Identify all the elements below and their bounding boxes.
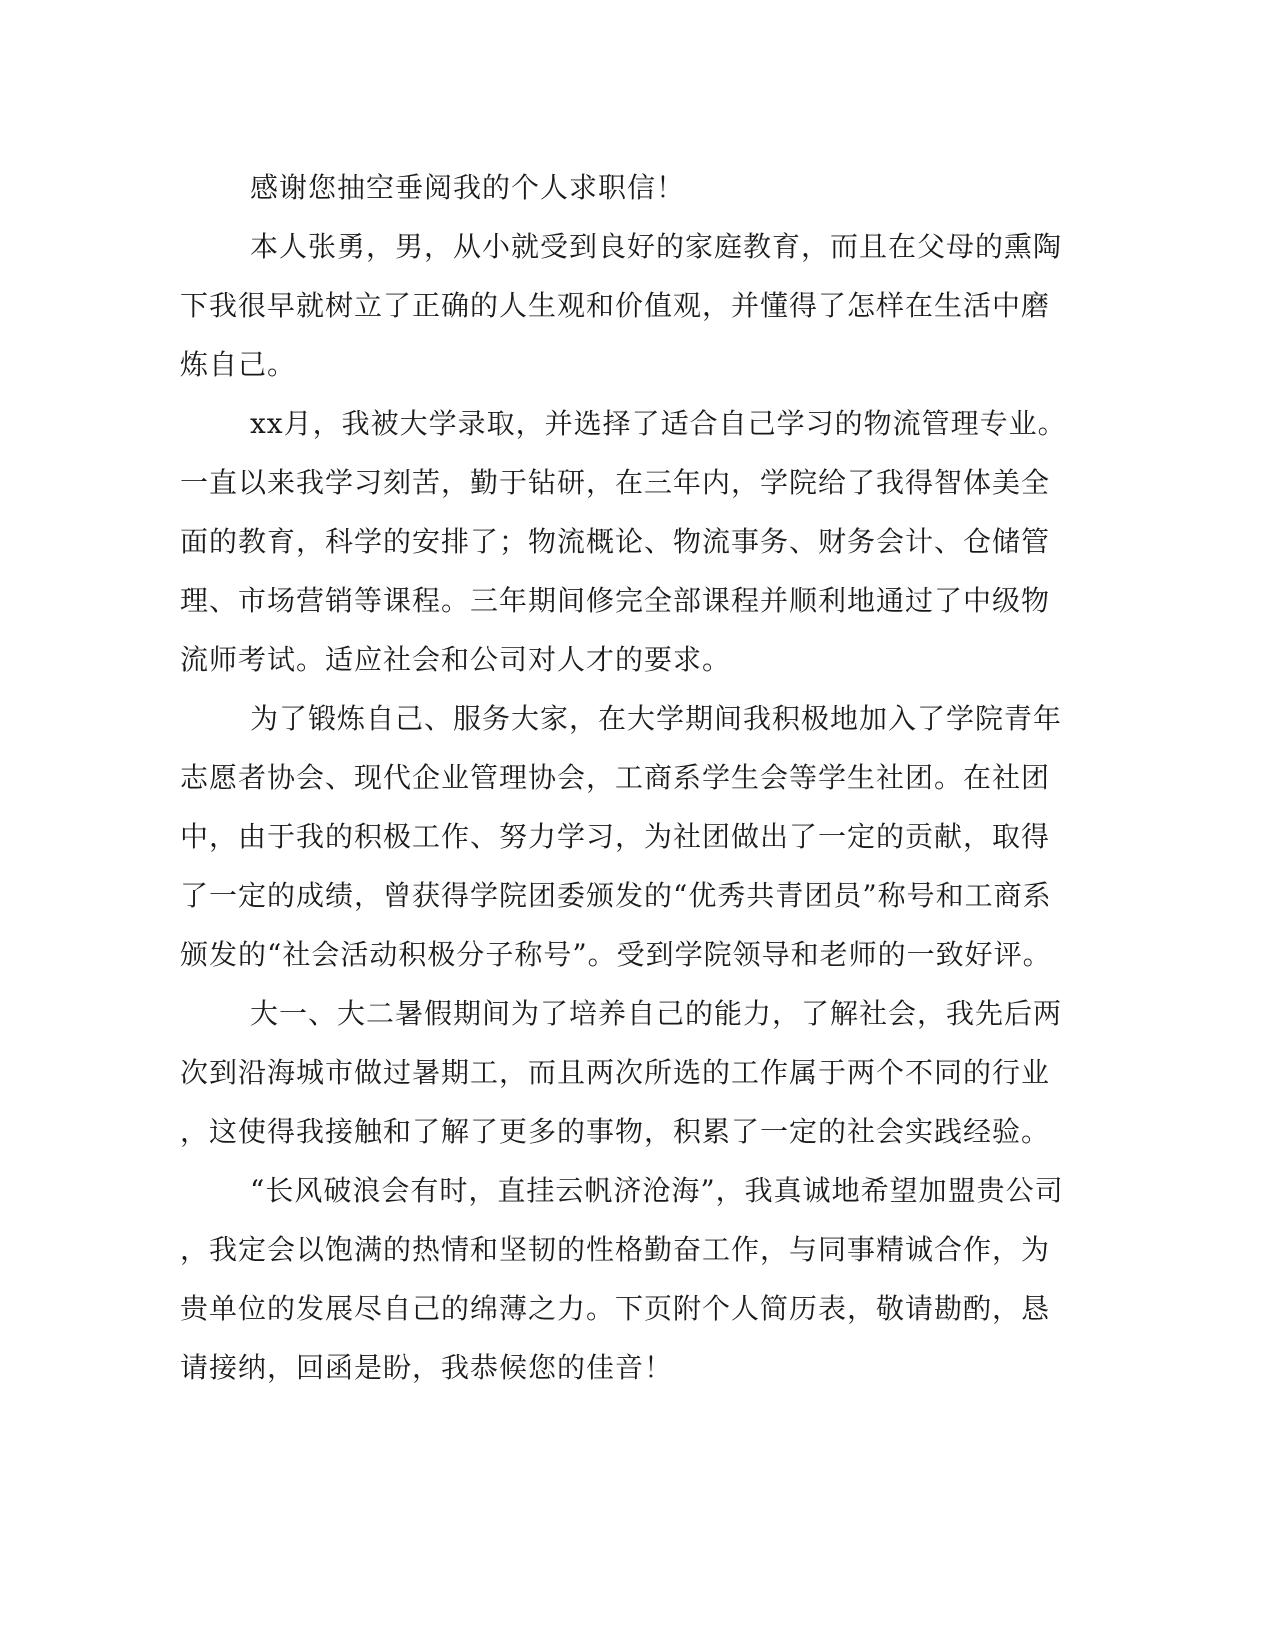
- text-line: 请接纳，回函是盼，我恭候您的佳音！: [180, 1351, 674, 1384]
- text-line: ，这使得我接触和了解了更多的事物，积累了一定的社会实践经验。: [180, 1115, 1051, 1148]
- text-line: 次到沿海城市做过暑期工，而且两次所选的工作属于两个不同的行业: [180, 1056, 1051, 1089]
- text-line: 炼自己。: [180, 348, 297, 381]
- letter-body: [180, 158, 1067, 1397]
- text-line: 理、市场营销等课程。三年期间修完全部课程并顺利地通过了中级物: [180, 584, 1051, 617]
- text-line: 贵单位的发展尽自己的绵薄之力。下页附个人简历表，敬请勘酌，恳: [180, 1292, 1051, 1325]
- text-line: 中，由于我的积极工作、努力学习，为社团做出了一定的贡献，取得: [180, 820, 1051, 853]
- text-line: 志愿者协会、现代企业管理协会，工商系学生会等学生社团。在社团: [180, 761, 1051, 794]
- text-line: 大一、大二暑假期间为了培养自己的能力，了解社会，我先后两: [250, 997, 1063, 1030]
- text-line: 一直以来我学习刻苦，勤于钻研，在三年内，学院给了我得智体美全: [180, 466, 1051, 499]
- text-line: 感谢您抽空垂阅我的个人求职信！: [250, 171, 686, 204]
- text-line: 了一定的成绩，曾获得学院团委颁发的“优秀共青团员”称号和工商系: [180, 879, 1052, 912]
- text-line: 为了锻炼自己、服务大家，在大学期间我积极地加入了学院青年: [250, 702, 1063, 735]
- text-line: 面的教育，科学的安排了；物流概论、物流事务、财务会计、仓储管: [180, 525, 1051, 558]
- text-line: ，我定会以饱满的热情和坚韧的性格勤奋工作，与同事精诚合作，为: [180, 1233, 1051, 1266]
- text-line: 下我很早就树立了正确的人生观和价值观，并懂得了怎样在生活中磨: [180, 289, 1051, 322]
- text-line: 流师考试。适应社会和公司对人才的要求。: [180, 643, 732, 676]
- text-line: 颁发的“社会活动积极分子称号”。受到学院领导和老师的一致好评。: [180, 938, 1052, 971]
- text-line: “长风破浪会有时，直挂云帆济沧海”，我真诚地希望加盟贵公司: [250, 1174, 1064, 1207]
- text-line: xx月，我被大学录取，并选择了适合自己学习的物流管理专业。: [250, 407, 1067, 440]
- text-line: 本人张勇，男，从小就受到良好的家庭教育，而且在父母的熏陶: [250, 230, 1063, 263]
